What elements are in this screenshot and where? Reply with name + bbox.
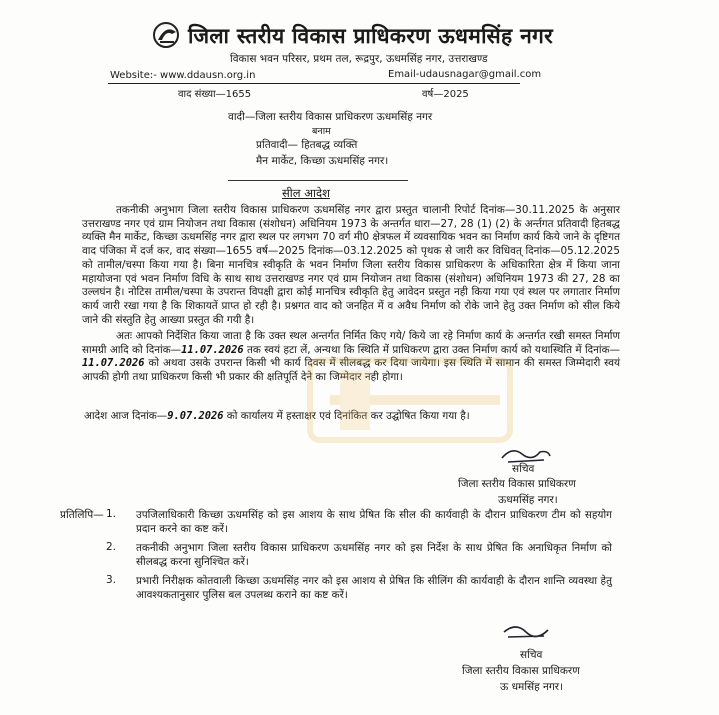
directive-text-1: अतः आपको निर्देशित किया जाता है कि उक्त स्थल अन्तर्गत निर्मित किए गये/ किये जा रहे निर्माण कार्य के अन्तर्गत रखी समस्त निर्माण सामग्री आदि को दिनांक— bbox=[82, 330, 620, 356]
website-text: Website:- www.ddausn.org.in bbox=[110, 70, 256, 81]
versus-line: बनाम bbox=[312, 126, 331, 137]
signature2-designation: सचिव bbox=[520, 649, 543, 661]
copy-item-text: तकनीकी अनुभाग जिला स्तरीय विकास प्राधिकरण ऊधमसिंह नगर को इस निर्देश के साथ प्रेषित कि अनाधिकृत निर्माण को सीलबद्ध करना सुनिश्चित करें। bbox=[136, 542, 612, 568]
issue-text-1: आदेश आज दिनांक— bbox=[84, 410, 168, 422]
removal-date: 11.07.2026 bbox=[181, 343, 244, 356]
case-year: वर्ष—2025 bbox=[422, 89, 469, 100]
copy-item-number: 1. bbox=[106, 508, 117, 520]
directive-text-2: तक स्वयं हटा लें, अन्यथा कि स्थिति में प्राधिकरण द्वारा उक्त निर्माण कार्य को यथास्थिति में दिनांक— bbox=[243, 343, 620, 356]
signature2-place: ऊ धमसिंह नगर। bbox=[500, 681, 564, 693]
header-divider bbox=[108, 83, 520, 84]
directive-text-3: को अथवा उसके उपरान्त किसी भी कार्य दिवस में सीलबद्ध कर दिया जायेगा। इस स्थिति में सामान की समस्त जिम्मेदारी स्वयं आपकी होगी तथा प्राधिकरण किसी भी प्रकार की क्षतिपूर्ति देने का जिम्मेदार नही होगा। bbox=[82, 357, 620, 384]
copy-item-text: उपजिलाधिकारी किच्छा ऊधमसिंह को इस आशय के साथ प्रेषित कि सील की कार्यवाही के दौरान प्राधिकरण टीम को सहयोग प्रदान करने का कष्ट करें। bbox=[136, 509, 612, 535]
signature1-place: ऊधमसिंह नगर। bbox=[498, 494, 558, 506]
copy-item-number: 2. bbox=[106, 541, 117, 553]
email-text: Email-udausnagar@gmail.com bbox=[388, 69, 542, 80]
copy-item-text: प्रभारी निरीक्षक कोतवाली किच्छा ऊधमसिंह नगर को इस आशय से प्रेषित कि सीलिंग की कार्यवाही के दौरान शान्ति व्यवस्था हेतु आवश्यकतानुसार पुलिस बल उपलब्ध कराने का कष्ट करें। bbox=[136, 575, 612, 601]
issue-date: 9.07.2026 bbox=[167, 410, 224, 422]
seal-date: 11.07.2026 bbox=[82, 357, 145, 370]
title-rule bbox=[228, 180, 408, 181]
signature2-org: जिला स्तरीय विकास प्राधिकरण bbox=[462, 665, 580, 677]
office-title: जिला स्तरीय विकास प्राधिकरण ऊधमसिंह नगर bbox=[188, 24, 554, 48]
paragraph-directive bbox=[82, 330, 620, 385]
order-title: सील आदेश bbox=[282, 186, 330, 200]
paragraph-report: तकनीकी अनुभाग जिला स्तरीय विकास प्राधिकरण ऊधमसिंह नगर द्वारा प्रस्तुत चालानी रिपोर्ट दिनांक—30.11.2025 के अनुसार उत्तराखण्ड नगर एवं ग्राम नियोजन तथा विकास (संशोधन) अधिनियम 1973 के अन्तर्गत धारा—27, 28 (1) (2) के अर्न्तगत प्रतिवादी हितबद्ध व्यक्ति मैन मार्केट, किच्छा ऊधमसिंह नगर द्वारा स्थल पर लगभग 70 वर्ग मी0 क्षेत्रफल में व्यवसायिक भवन का निर्माण कार्य किये जाने के दृष्टिगत वाद पंजिका में दर्ज कर, वाद संख्या—1655 वर्ष—2025 दिनांक—03.12.2025 को पृथक से जारी कर विधिवत् दिनांक—05.12.2025 को तामील/चस्पा किया गया है। बिना मानचित्र स्वीकृति के भवन निर्माण जिला स्तरीय विकास प्राधिकरण के अधिकारिता क्षेत्र में किया जाना महायोजना एवं भवन निर्माण विधि के साथ साथ उत्तराखण्ड नगर एवं ग्राम नियोजन तथा विकास (संशोधन) अधिनियम 1973 की 27, 28 का उल्लघंन है। नोटिस तामील/चस्पा के उपरान्त विपक्षी द्वारा कोई मानचित्र स्वीकृति हेतु आवेदन प्रस्तुत नही किया गया एवं स्थल पर लगातार निर्माण कार्य जारी रखा गया है कि शिकायतें प्राप्त हो रही है। प्रश्नगत वाद को जनहित में व अवैध निर्माण को रोके जाने हेतु उक्त निर्माण को सील किये जाने की संस्तुति हेतु आख्या प्रस्तुत की गयी है। bbox=[82, 204, 620, 326]
issue-text-2: को कार्यालय में हस्ताक्षर एवं दिनांकित कर उद्घोषित किया गया है। bbox=[223, 410, 470, 422]
signature1-org: जिला स्तरीय विकास प्राधिकरण bbox=[458, 478, 576, 490]
respondent-line: प्रतिवादी— हितबद्ध व्यक्ति bbox=[256, 139, 358, 151]
authority-logo-icon bbox=[150, 20, 184, 50]
copy-heading: प्रतिलिपि— bbox=[60, 509, 104, 521]
respondent-address: मैन मार्केट, किच्छा ऊधमसिंह नगर। bbox=[256, 155, 389, 167]
paragraph-issue bbox=[84, 410, 622, 424]
office-address: विकास भवन परिसर, प्रथम तल, रूद्रपुर, ऊधमसिंह नगर, उत्तराखण्ड bbox=[230, 53, 488, 65]
case-number: वाद संख्या—1655 bbox=[178, 89, 252, 100]
signature1-designation: सचिव bbox=[512, 463, 535, 475]
copy-item-number: 3. bbox=[106, 574, 117, 586]
signature-mark-icon bbox=[500, 620, 556, 642]
plaintiff-line: वादी—जिला स्तरीय विकास प्राधिकरण ऊधमसिंह नगर bbox=[228, 111, 433, 123]
